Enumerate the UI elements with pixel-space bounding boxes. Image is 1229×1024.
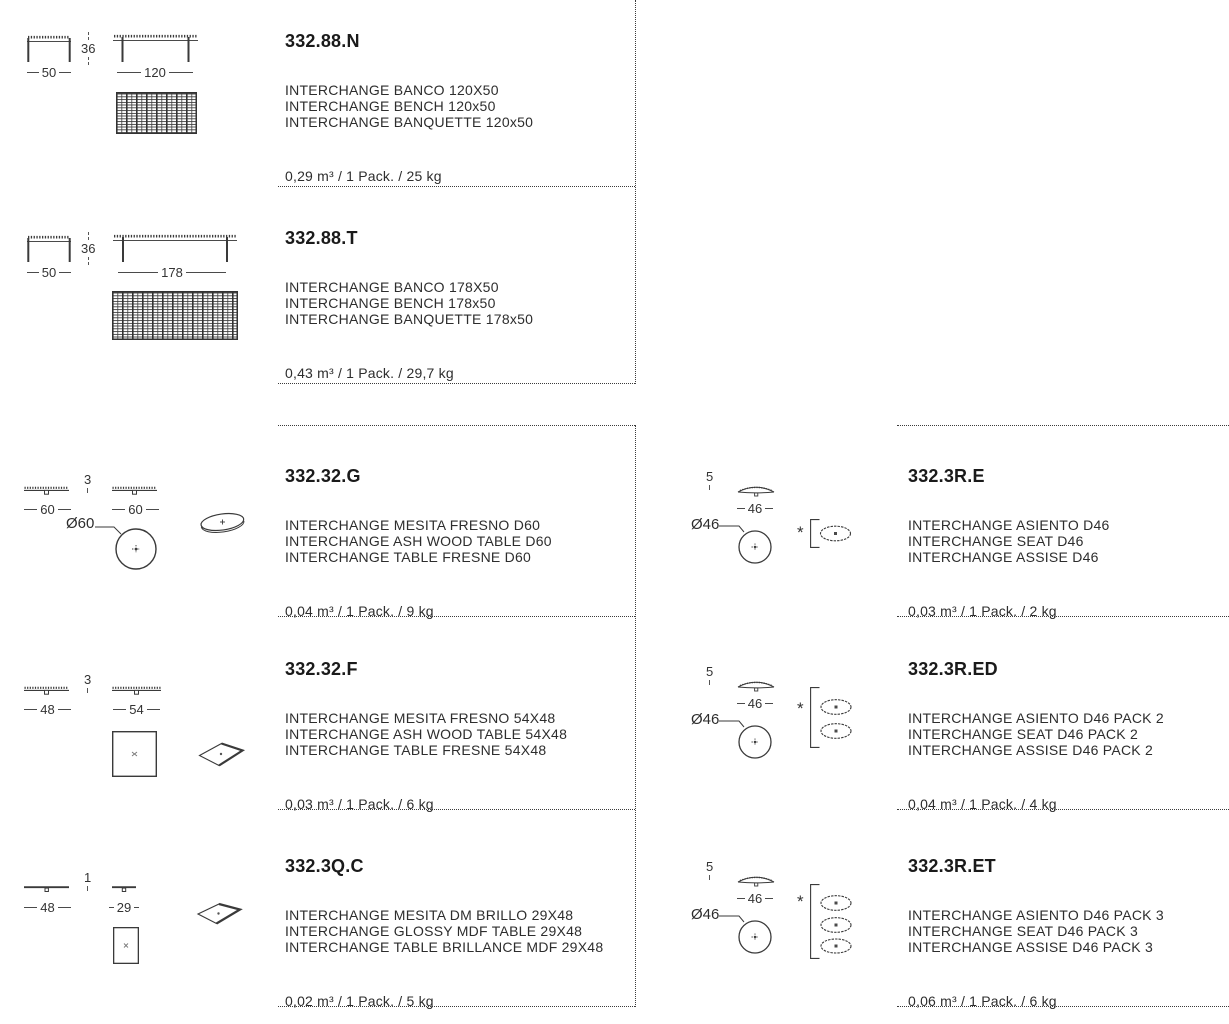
diameter-label: Ø46 xyxy=(691,711,720,728)
seat-ellipse-drawing xyxy=(819,695,853,743)
tabletop-top-view-drawing xyxy=(113,927,139,964)
width-dim: 48 xyxy=(20,703,75,716)
tabletop-side-view-drawing xyxy=(24,486,69,498)
pack-info: 0,03 m³ / 1 Pack. / 6 kg xyxy=(285,796,434,812)
product-name-fr: INTERCHANGE TABLE FRESNE 54X48 xyxy=(285,741,547,758)
product-code: 332.32.F xyxy=(285,659,358,679)
thickness-dim: 1 xyxy=(84,871,91,891)
product-name-es: INTERCHANGE ASIENTO D46 PACK 2 xyxy=(908,710,1164,726)
product-code: 332.3R.E xyxy=(908,466,985,486)
tabletop-side-view-drawing xyxy=(112,886,136,896)
width-dim: 46 xyxy=(732,697,778,710)
bench-side-view-drawing xyxy=(112,234,238,263)
length-dim: 120 xyxy=(108,66,202,79)
width-dim: 54 xyxy=(108,703,165,716)
tabletop-perspective-drawing xyxy=(199,511,246,538)
product-name-fr: INTERCHANGE ASSISE D46 PACK 2 xyxy=(908,741,1154,758)
bench-side-view-drawing xyxy=(112,34,199,63)
thickness-dim: 3 xyxy=(84,673,91,693)
asterisk-note: * xyxy=(797,523,804,542)
product-name-en: INTERCHANGE ASH WOOD TABLE 54X48 xyxy=(285,725,568,742)
pack-info: 0,04 m³ / 1 Pack. / 4 kg xyxy=(908,796,1057,812)
length-dim: 178 xyxy=(106,266,238,279)
product-name-en: INTERCHANGE SEAT D46 PACK 3 xyxy=(908,922,1139,939)
pack-info: 0,03 m³ / 1 Pack. / 2 kg xyxy=(908,603,1057,619)
seat-ellipse-drawing xyxy=(819,523,852,544)
product-code: 332.3R.ET xyxy=(908,856,996,876)
product-name-fr: INTERCHANGE ASSISE D46 xyxy=(908,548,1099,565)
thickness-dim: 3 xyxy=(84,473,91,493)
row-divider xyxy=(278,186,635,187)
column-divider-bottom xyxy=(635,425,636,1007)
seat-ellipse-drawing xyxy=(819,891,853,955)
tabletop-side-view-drawing xyxy=(24,686,69,698)
product-name-en: INTERCHANGE GLOSSY MDF TABLE 29X48 xyxy=(285,922,583,939)
product-name-es: INTERCHANGE BANCO 178X50 xyxy=(285,279,499,295)
tabletop-side-view-drawing xyxy=(24,886,69,896)
thickness-dim: 5 xyxy=(706,860,713,880)
width-dim: 48 xyxy=(20,901,75,914)
row-divider xyxy=(278,383,635,384)
product-name-en: INTERCHANGE ASH WOOD TABLE D60 xyxy=(285,532,552,549)
pack-info: 0,43 m³ / 1 Pack. / 29,7 kg xyxy=(285,365,454,381)
asterisk-note: * xyxy=(797,892,804,911)
width-dim: 46 xyxy=(732,892,778,905)
product-code: 332.88.T xyxy=(285,228,358,248)
width-dim: 46 xyxy=(732,502,778,515)
thickness-dim: 5 xyxy=(706,470,713,490)
width-dim: 29 xyxy=(104,901,144,914)
tabletop-top-view-drawing xyxy=(112,731,157,777)
product-name-es: INTERCHANGE ASIENTO D46 PACK 3 xyxy=(908,907,1164,923)
bench-top-view-drawing xyxy=(112,291,238,340)
diameter-dim: 60 xyxy=(108,503,163,516)
pack-info: 0,29 m³ / 1 Pack. / 25 kg xyxy=(285,168,442,184)
width-dim: 50 xyxy=(22,66,76,79)
seat-side-view-drawing xyxy=(737,678,775,692)
product-name-es: INTERCHANGE MESITA FRESNO 54X48 xyxy=(285,710,556,726)
product-code: 332.3Q.C xyxy=(285,856,364,876)
product-name-es: INTERCHANGE MESITA DM BRILLO 29X48 xyxy=(285,907,574,923)
product-name-es: INTERCHANGE MESITA FRESNO D60 xyxy=(285,517,541,533)
product-name-es: INTERCHANGE BANCO 120X50 xyxy=(285,82,499,98)
diameter-dim: 60 xyxy=(20,503,75,516)
product-name-fr: INTERCHANGE BANQUETTE 120x50 xyxy=(285,113,534,130)
height-dim: 36 xyxy=(81,232,95,265)
seat-side-view-drawing xyxy=(737,483,775,497)
product-code: 332.32.G xyxy=(285,466,361,486)
pack-info: 0,06 m³ / 1 Pack. / 6 kg xyxy=(908,993,1057,1009)
product-name-en: INTERCHANGE BENCH 178x50 xyxy=(285,294,496,311)
width-dim: 50 xyxy=(22,266,76,279)
row-divider xyxy=(897,425,1229,426)
tabletop-perspective-drawing xyxy=(197,903,241,925)
product-name-en: INTERCHANGE SEAT D46 xyxy=(908,532,1084,549)
product-code: 332.88.N xyxy=(285,31,360,51)
diameter-label: Ø46 xyxy=(691,906,720,923)
seat-top-view-drawing xyxy=(718,715,774,759)
diameter-label: Ø60 xyxy=(66,515,95,532)
seat-top-view-drawing xyxy=(718,910,774,954)
tabletop-top-view-drawing xyxy=(94,520,158,572)
pack-info: 0,04 m³ / 1 Pack. / 9 kg xyxy=(285,603,434,619)
product-name-fr: INTERCHANGE BANQUETTE 178x50 xyxy=(285,310,534,327)
tabletop-side-view-drawing xyxy=(112,686,161,698)
product-name-en: INTERCHANGE SEAT D46 PACK 2 xyxy=(908,725,1139,742)
product-name-en: INTERCHANGE BENCH 120x50 xyxy=(285,97,496,114)
diameter-label: Ø46 xyxy=(691,516,720,533)
thickness-dim: 5 xyxy=(706,665,713,685)
bench-top-view-drawing xyxy=(116,92,197,134)
asterisk-note: * xyxy=(797,699,804,718)
tabletop-side-view-drawing xyxy=(112,486,157,498)
seat-top-view-drawing xyxy=(718,520,774,564)
pack-info: 0,02 m³ / 1 Pack. / 5 kg xyxy=(285,993,434,1009)
product-code: 332.3R.ED xyxy=(908,659,998,679)
row-divider xyxy=(278,425,635,426)
seat-side-view-drawing xyxy=(737,873,775,887)
bench-front-view-drawing xyxy=(26,235,72,263)
product-name-es: INTERCHANGE ASIENTO D46 xyxy=(908,517,1110,533)
height-dim: 36 xyxy=(81,32,95,65)
column-divider-top xyxy=(635,0,636,384)
product-name-fr: INTERCHANGE TABLE BRILLANCE MDF 29X48 xyxy=(285,938,604,955)
tabletop-perspective-drawing xyxy=(198,742,244,767)
product-name-fr: INTERCHANGE TABLE FRESNE D60 xyxy=(285,548,532,565)
product-name-fr: INTERCHANGE ASSISE D46 PACK 3 xyxy=(908,938,1154,955)
bench-front-view-drawing xyxy=(26,35,72,63)
